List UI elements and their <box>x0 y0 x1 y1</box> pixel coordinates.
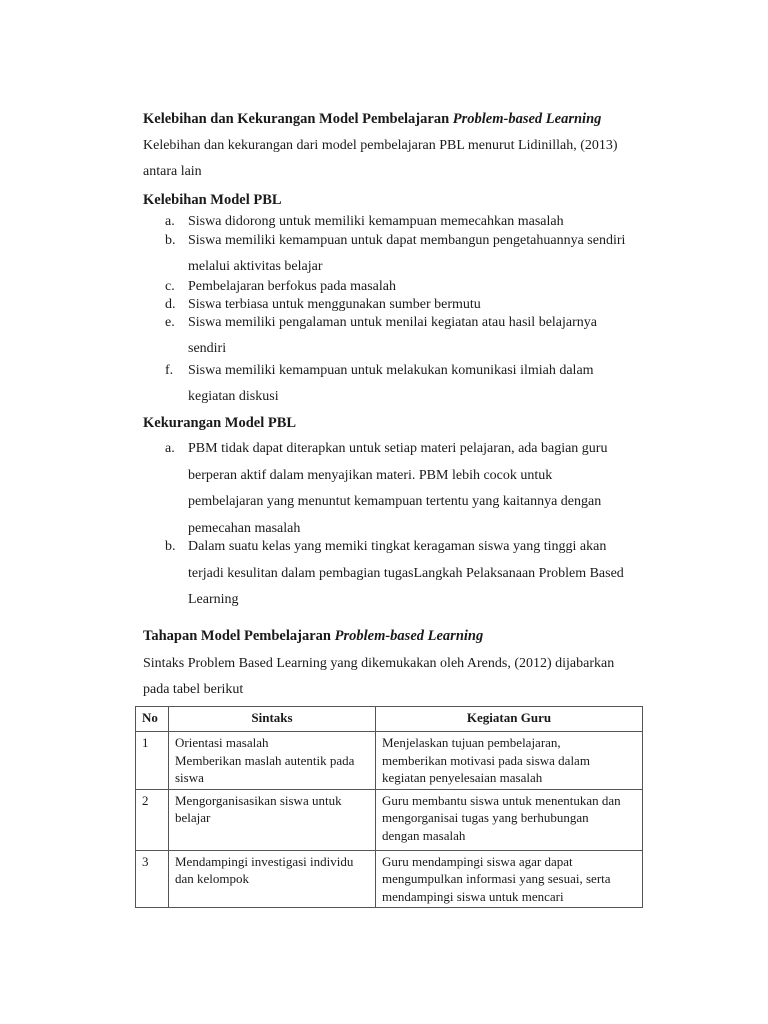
list-item-text: melalui aktivitas belajar <box>188 259 323 274</box>
list-item-text: Dalam suatu kelas yang memiki tingkat keragaman siswa yang tinggi akan <box>188 539 607 554</box>
cell-line: mengorganisai tugas yang berhubungan <box>382 810 589 825</box>
list-item-text: pembelajaran yang menuntut kemampuan tertentu yang kaitannya dengan <box>188 494 602 509</box>
cell-line: siswa <box>175 770 204 785</box>
list-item-text: terjadi kesulitan dalam pembagian tugasLangkah Pelaksanaan Problem Based <box>188 565 624 581</box>
table-header-row <box>136 707 643 732</box>
cell-line: dengan masalah <box>382 827 466 843</box>
list-item <box>143 278 663 296</box>
kelebihan-heading: Kelebihan Model PBL <box>143 192 282 208</box>
list-marker: f. <box>165 363 174 378</box>
paragraph-line: Kelebihan dan kekurangan dari model pembelajaran PBL menurut Lidinillah, (2013) <box>143 138 618 153</box>
table-row <box>136 789 643 850</box>
heading-text: Tahapan Model Pembelajaran <box>143 628 335 644</box>
cell-line: Memberikan maslah autentik pada <box>175 752 355 768</box>
cell-line: Guru mendampingi siswa agar dapat <box>382 853 573 869</box>
table-cell-sintaks <box>169 789 376 850</box>
heading-italic-text: Problem-based Learning <box>452 111 602 127</box>
list-item <box>143 310 663 362</box>
cell-line: belajar <box>175 810 211 825</box>
table-cell-no: 1 <box>136 732 169 790</box>
heading-italic-text: Problem-based Learning <box>334 628 484 644</box>
table-cell-kegiatan <box>376 850 643 908</box>
cell-line: kegiatan penyelesaian masalah <box>382 770 543 785</box>
list-item-text: Siswa memiliki kemampuan untuk dapat membangun pengetahuannya sendiri <box>188 233 626 248</box>
list-item-text: Siswa memiliki pengalaman untuk menilai kegiatan atau hasil belajarnya <box>188 315 597 330</box>
cell-line: Orientasi masalah <box>175 735 269 750</box>
cell-line: memberikan motivasi pada siswa dalam <box>382 752 590 768</box>
list-marker: e. <box>165 315 175 330</box>
kekurangan-heading: Kekurangan Model PBL <box>143 415 297 431</box>
column-header-no: No <box>136 707 169 732</box>
cell-line: mendampingi siswa untuk mencari <box>382 888 564 904</box>
table-row <box>136 850 643 908</box>
list-marker: a. <box>165 214 175 229</box>
section-heading-tahapan <box>143 626 483 646</box>
cell-line: dan kelompok <box>175 871 250 886</box>
cell-line: mengumpulkan informasi yang sesuai, serta <box>382 871 611 886</box>
list-marker: a. <box>165 441 175 456</box>
list-item-text: kegiatan diskusi <box>188 389 279 404</box>
sintaks-table <box>135 706 643 908</box>
cell-line: Guru membantu siswa untuk menentukan dan <box>382 792 621 808</box>
table-cell-kegiatan <box>376 732 643 790</box>
kelebihan-list <box>143 212 663 410</box>
list-item-text: berperan aktif dalam menyajikan materi. PBM lebih cocok untuk <box>188 467 553 483</box>
column-header-kegiatan-guru: Kegiatan Guru <box>376 707 643 732</box>
list-item-text: pemecahan masalah <box>188 520 301 536</box>
table-row <box>136 732 643 790</box>
list-item <box>143 358 663 410</box>
list-marker: b. <box>165 233 176 248</box>
intro-paragraph <box>143 133 663 185</box>
list-marker: c. <box>165 279 175 294</box>
table-cell-sintaks <box>169 732 376 790</box>
list-item-text: Learning <box>188 592 239 607</box>
paragraph-line: Sintaks Problem Based Learning yang dikemukakan oleh Arends, (2012) dijabarkan <box>143 656 615 671</box>
list-item <box>143 228 663 280</box>
list-item-text: PBM tidak dapat diterapkan untuk setiap materi pelajaran, ada bagian guru <box>188 441 608 456</box>
list-item-text: sendiri <box>188 341 227 356</box>
section-heading-kelebihan-kekurangan <box>143 109 601 129</box>
paragraph-line: pada tabel berikut <box>143 682 244 697</box>
cell-line: Mendampingi investigasi individu <box>175 853 354 869</box>
heading-text: Kelebihan dan Kekurangan Model Pembelajaran <box>143 111 453 127</box>
cell-line: Menjelaskan tujuan pembelajaran, <box>382 735 561 750</box>
list-marker: b. <box>165 539 176 554</box>
table-cell-kegiatan <box>376 789 643 850</box>
cell-line: Mengorganisasikan siswa untuk <box>175 792 342 808</box>
list-item-text: Siswa memiliki kemampuan untuk melakukan komunikasi ilmiah dalam <box>188 363 594 378</box>
list-item-text: Pembelajaran berfokus pada masalah <box>188 279 396 294</box>
table-cell-no: 3 <box>136 850 169 908</box>
paragraph-line: antara lain <box>143 164 202 179</box>
list-item <box>143 534 663 614</box>
kekurangan-list <box>143 436 663 614</box>
list-item <box>143 436 663 542</box>
intro-paragraph-2 <box>143 651 663 703</box>
table-cell-no: 2 <box>136 789 169 850</box>
list-marker: d. <box>165 297 176 312</box>
list-item-text: Siswa terbiasa untuk menggunakan sumber bermutu <box>188 297 481 312</box>
table-cell-sintaks <box>169 850 376 908</box>
column-header-sintaks: Sintaks <box>169 707 376 732</box>
list-item-text: Siswa didorong untuk memiliki kemampuan memecahkan masalah <box>188 214 564 229</box>
